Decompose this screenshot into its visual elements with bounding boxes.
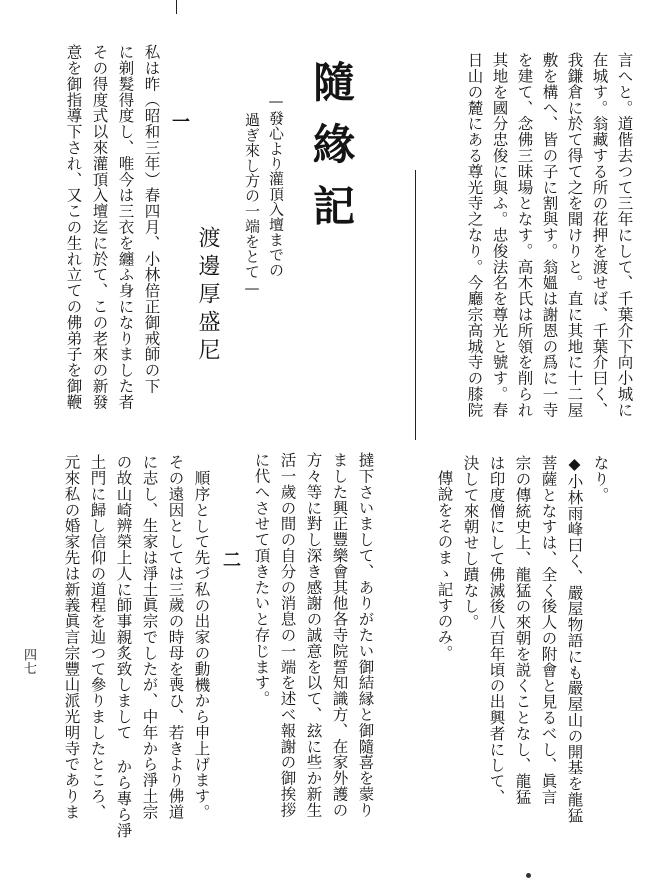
article-subtitle: —發心より灌頂入壇までの (267, 92, 285, 278)
text-column: 在城す。翁藏する所の花押を渡せば、千葉介曰く、 (590, 52, 609, 418)
text-column: 決して來朝せし蹟なし。 (461, 455, 480, 630)
text-column: その得度式以來灌頂入壇迄に於て、この老來の新發 (90, 44, 109, 410)
text-column: 言へと。道偕去つて三年にして、千葉介下向小城に (615, 52, 634, 418)
text-column: を建て、念佛三昧場となす。高木氏は所領を削られ (515, 52, 534, 418)
text-column: ◆小林雨峰曰く、嚴屋物語にも嚴屋山の開基を龍猛 (565, 455, 584, 824)
section-number: 二 (220, 550, 241, 569)
text-column: は印度僧にして佛滅後八百年頃の出興者にして、 (487, 455, 506, 805)
text-column: 傳說をそのまゝ記すのみ。 (435, 470, 454, 661)
text-column: に代へさせて頂きたいと存じます。 (252, 452, 271, 707)
text-column: に剃髮得度し、唯今は三衣を纏ふ身になりました者 (116, 44, 135, 410)
text-column: その遠因としては三歲の時母を喪ひ、若きより佛道 (166, 454, 185, 820)
section-number: 一 (169, 112, 190, 131)
text-column: ました興正豐樂會其他各寺院誓知識方、在家外護の (330, 452, 349, 818)
text-column: に志し、生家は淨土眞宗でしたが、中年から淨土宗 (140, 454, 159, 820)
text-column: 順序として先づ私の出家の動機から申上げます。 (192, 470, 211, 820)
text-column: なり。 (591, 455, 610, 503)
article-title: 隨緣記 (307, 60, 356, 246)
column-divider (415, 170, 416, 440)
text-column: 日山の麓にある尊光寺之なり。今廳宗高城寺の膝院 (465, 52, 484, 418)
text-column: の故山崎辨榮上人に師事親炙致しまして から專ら淨 (114, 454, 133, 839)
text-column: 其地を國分忠俊に與ふ。忠俊法名を尊光と號す。春 (490, 52, 509, 418)
text-column: 元來私の婚家先は新義眞言宗豐山派光明寺でありま (62, 454, 81, 820)
text-column: 方々等に對し深き感謝の誠意を以て、玆に些か新生 (304, 452, 323, 818)
text-column: 撻下さいまして、ありがたい御結縁と御隨喜を蒙り (356, 452, 375, 818)
bottom-dot (526, 873, 531, 878)
author-name: 渡邊厚盛尼 (195, 226, 220, 366)
text-column: 宗の傳統史上、龍猛の來朝を説くことなし、龍猛 (513, 455, 532, 805)
text-column: 菩薩となすは、全く後人の附會と見るべし、眞言 (539, 455, 558, 805)
page-number: 四七 (21, 648, 36, 675)
text-column: 敷を構へ、皆の子に割與す。翁媼は謝恩の爲に一寺 (540, 52, 559, 418)
article-subtitle-continued: 過ぎ來し方の一端をとて— (243, 112, 261, 298)
text-column: 私は昨（昭和三年）春四月、小林倍正御戒師の下 (142, 44, 161, 394)
text-column: 意を御指導下され、又この生れ立ての佛弟子を御鞭 (64, 44, 83, 410)
text-column: 活一歲の間の自分の消息の一端を述べ報謝の御挨拶 (278, 452, 297, 818)
text-column: 土門に歸し信仰の道程を辿つて參りましたところ、 (88, 454, 107, 820)
top-tick-mark (176, 0, 177, 14)
text-column: 我鎌倉に於て得て之を聞けりと。直に其地に十二屋 (565, 52, 584, 418)
